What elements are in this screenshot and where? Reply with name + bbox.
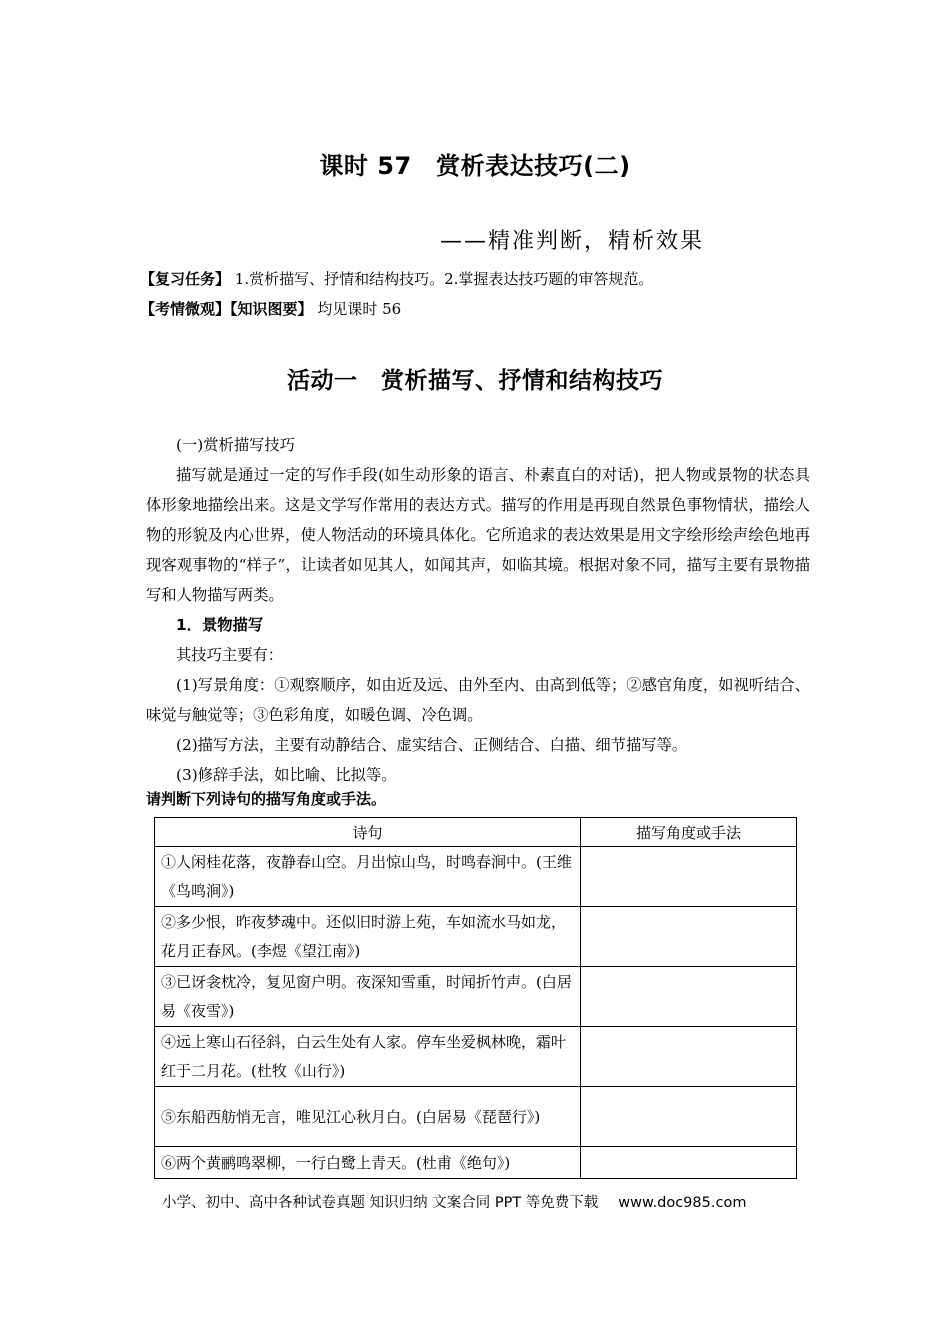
review-task-text: 1.赏析描写、抒情和结构技巧。2.掌握表达技巧题的审答规范。: [234, 270, 654, 288]
footer-text: 小学、初中、高中各种试卷真题 知识归纳 文案合同 PPT 等免费下载: [162, 1195, 599, 1211]
lead-text: 其技巧主要有：: [176, 646, 284, 664]
activity-heading: 活动一 赏析描写、抒情和结构技巧: [287, 368, 663, 394]
table-row: [155, 1027, 797, 1087]
review-task-tag: 【复习任务】: [140, 270, 231, 288]
task-instruction: 请判断下列诗句的描写角度或手法。: [146, 790, 387, 808]
technique-item: (1)写景角度：①观察顺序，如由近及远、由外至内、由高到低等；②感官角度，如视听结合、味觉与触觉等；③色彩角度，如暖色调、冷色调。: [146, 676, 810, 724]
poem-cell: ①人闲桂花落，夜静春山空。月出惊山鸟，时鸣春涧中。(王维《鸟鸣涧》): [155, 847, 581, 907]
table-header-row: [155, 818, 797, 847]
page-title: 课时 57 赏析表达技巧(二): [319, 152, 631, 180]
poem-table: [154, 817, 797, 1179]
exam-line: [140, 298, 401, 319]
intro-paragraph: 描写就是通过一定的写作手段(如生动形象的语言、朴素直白的对话)，把人物或景物的状态具体形象地描绘出来。这是文学写作常用的表达方式。描写的作用是再现自然景色事物情状，描绘人物的形貌及内心世界，使人物活动的环境具体化。它所追求的表达效果是用文字绘形绘声绘色地再现客观事物的“样子”，让读者如见其人，如闻其声，如临其境。根据对象不同，描写主要有景物描写和人物描写两类。: [146, 466, 810, 604]
footer: [162, 1191, 746, 1212]
answer-cell[interactable]: [581, 1027, 797, 1087]
poem-cell: ④远上寒山石径斜，白云生处有人家。停车坐爱枫林晚，霜叶红于二月花。(杜牧《山行》): [155, 1027, 581, 1087]
technique-item: (3)修辞手法，如比喻、比拟等。: [176, 766, 397, 784]
section-heading: (一)赏析描写技巧: [176, 436, 296, 454]
header-technique: 描写角度或手法: [581, 818, 797, 847]
sub-heading: 1．景物描写: [176, 616, 264, 634]
answer-cell[interactable]: [581, 1087, 797, 1147]
exam-tag: 【考情微观】: [140, 300, 231, 318]
poem-cell: ②多少恨，昨夜梦魂中。还似旧时游上苑，车如流水马如龙，花月正春风。(李煜《望江南》): [155, 907, 581, 967]
table-row: [155, 847, 797, 907]
exam-text: 均见课时 56: [317, 300, 402, 318]
table-row: [155, 967, 797, 1027]
answer-cell[interactable]: [581, 907, 797, 967]
table-row: [155, 907, 797, 967]
technique-item: (2)描写方法，主要有动静结合、虚实结合、正侧结合、白描、细节描写等。: [176, 736, 688, 754]
footer-url[interactable]: www.doc985.com: [618, 1195, 747, 1211]
poem-cell: ③已讶衾枕冷，复见窗户明。夜深知雪重，时闻折竹声。(白居易《夜雪》): [155, 967, 581, 1027]
answer-cell[interactable]: [581, 967, 797, 1027]
page-subtitle: ——精准判断，精析效果: [440, 229, 705, 254]
poem-cell: ⑥两个黄鹂鸣翠柳，一行白鹭上青天。(杜甫《绝句》): [155, 1147, 581, 1179]
knowledge-tag: 【知识图要】: [230, 300, 313, 318]
header-poem: 诗句: [155, 818, 581, 847]
table-row: [155, 1147, 797, 1179]
poem-cell: ⑤东船西舫悄无言，唯见江心秋月白。(白居易《琵琶行》): [155, 1087, 581, 1147]
table-row: [155, 1087, 797, 1147]
review-task-line: [140, 268, 653, 289]
section-describe: [146, 430, 810, 790]
answer-cell[interactable]: [581, 847, 797, 907]
answer-cell[interactable]: [581, 1147, 797, 1179]
